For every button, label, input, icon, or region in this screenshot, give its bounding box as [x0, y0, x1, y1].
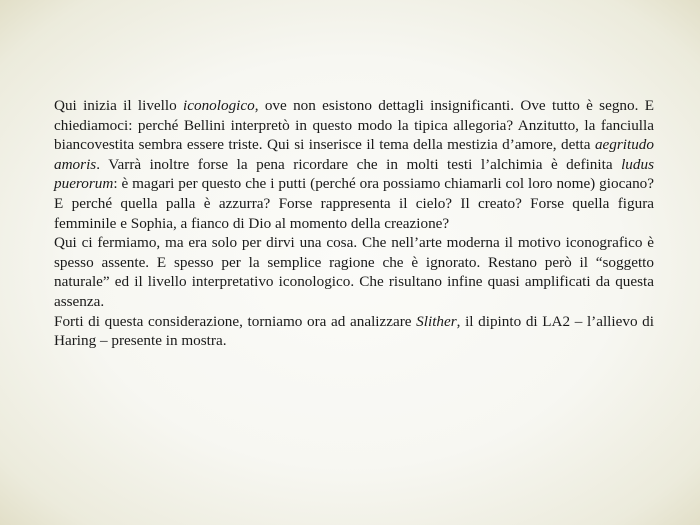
- text-run: . Varrà inoltre forse la pena ricordare che in molti testi l’alchimia è definita: [96, 155, 622, 173]
- text-run: : è magari per questo che i putti (perché ora possiamo chiamarli col loro nome) giocano? E perché quella palla è azzurra? Forse rappresenta il cielo? Il creato? Forse quella figura femminile e Sophia, a fianco di Dio al momento della creazione?: [54, 175, 654, 232]
- italic-term: Slither: [416, 312, 457, 330]
- paragraph-2: [54, 233, 654, 311]
- italic-term: iconologico: [183, 97, 255, 114]
- text-run: Qui ci fermiamo, ma era solo per dirvi una cosa. Che nell’arte moderna il motivo iconografico è spesso assente. E spesso per la semplice ragione che è ignorato. Restano però il “soggetto naturale” ed il livello interpretativo iconologico. Che risultano infine quasi amplificati da questa assenza.: [54, 234, 654, 310]
- text-run: , il dipinto di LA2 – l’allievo di Haring – presente in mostra.: [54, 312, 654, 350]
- text-run: , ove non esistono dettagli insignificanti. Ove tutto è segno. E chiediamoci: perché Bellini interpretò in questo modo la tipica allegoria? Anzitutto, la fanciulla biancovestita sembra essere triste. Qui si inserisce il tema della mestizia d’amore, detta: [54, 97, 655, 154]
- slide-body-text: [54, 96, 654, 351]
- paragraph-1: [54, 96, 654, 233]
- text-run: Forti di questa considerazione, torniamo ora ad analizzare: [54, 312, 417, 330]
- italic-term: ludus puerorum: [54, 155, 654, 193]
- italic-term: aegritudo amoris: [54, 136, 654, 173]
- text-run: Qui inizia il livello: [54, 97, 184, 114]
- paragraph-3: [54, 312, 654, 351]
